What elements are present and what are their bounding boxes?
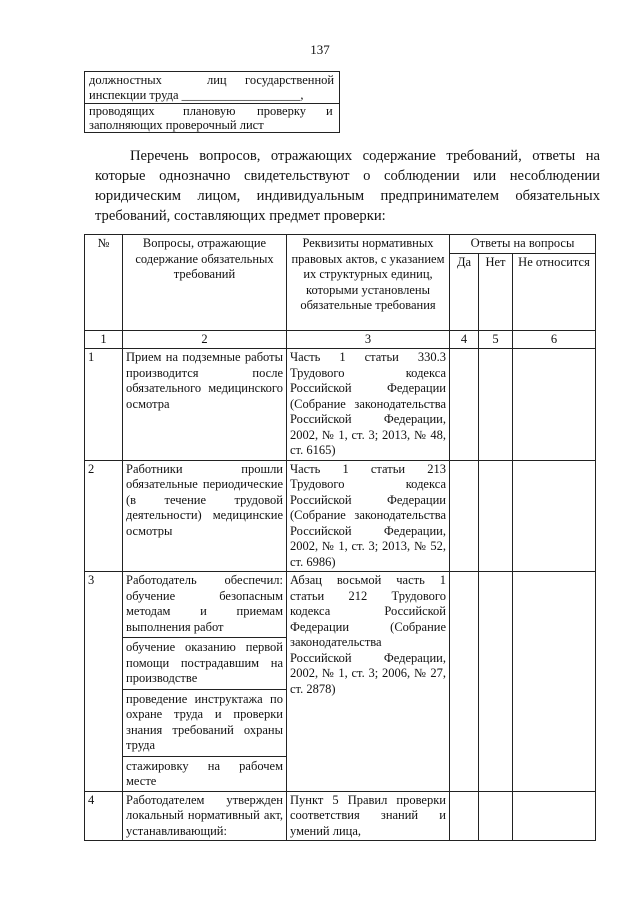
question-text: проведение инструктажа по охране труда и проверки знания требований охраны труда [123, 689, 286, 754]
header-requisites: Реквизиты нормативных правовых актов, с указанием их структурных единиц, которыми установлены обязательные требования [287, 235, 450, 331]
row-number: 4 [85, 791, 123, 841]
requisites-cell: Часть 1 статьи 213 Трудового кодекса Российской Федерации (Собрание законодательства Российской Федерации, 2002, № 1, ст. 3; 2013, № 52, ст. 6986) [287, 460, 450, 572]
col-num: 6 [513, 330, 596, 349]
question-text: Прием на подземные работы производится после обязательного медицинского осмотра [126, 350, 283, 411]
requisites-cell: Часть 1 статьи 330.3 Трудового кодекса Российской Федерации (Собрание законодательства Российской Федерации, 2002, № 1, ст. 3; 2013, № 48, ст. 6165) [287, 349, 450, 461]
question-cell [123, 349, 287, 461]
box-text: плановую [183, 104, 236, 118]
col-num: 1 [85, 330, 123, 349]
question-cell [123, 460, 287, 572]
answer-yes-cell[interactable] [450, 572, 479, 792]
requisites-cell: Абзац восьмой часть 1 статьи 212 Трудового кодекса Российской Федерации (Собрание законодательства Российской Федерации, 2002, № 1, ст. 3; 2006, № 27, ст. 2878) [287, 572, 450, 792]
col-num: 4 [450, 330, 479, 349]
header-num: № [85, 235, 123, 331]
table-row [85, 349, 596, 461]
col-num: 3 [287, 330, 450, 349]
question-text: Работники прошли обязательные периодические (в течение трудовой деятельности) медицинские осмотры [126, 461, 283, 538]
box-text: заполняющих проверочный лист [89, 118, 264, 132]
requisites-cell: Пункт 5 Правил проверки соответствия знаний и умений лица, [287, 791, 450, 841]
answer-na-cell[interactable] [513, 460, 596, 572]
box-text: государственной [245, 73, 335, 87]
table-row [85, 460, 596, 572]
box-text: и [326, 104, 333, 118]
header-answers: Ответы на вопросы [450, 235, 596, 254]
col-num: 2 [123, 330, 287, 349]
header-yes: Да [450, 253, 479, 330]
header-na: Не относится [513, 253, 596, 330]
answer-na-cell[interactable] [513, 572, 596, 792]
answer-yes-cell[interactable] [450, 460, 479, 572]
answer-yes-cell[interactable] [450, 349, 479, 461]
box-text: должностных [89, 73, 162, 87]
box-text: лиц [207, 73, 227, 87]
answer-no-cell[interactable] [479, 572, 513, 792]
question-text: Работодателем утвержден локальный нормативный акт, устанавливающий: [126, 792, 283, 838]
inspector-info-box [84, 71, 340, 133]
header-no: Нет [479, 253, 513, 330]
answer-no-cell[interactable] [479, 791, 513, 841]
box-text: проводящих [89, 104, 155, 118]
answer-na-cell[interactable] [513, 791, 596, 841]
page-number: 137 [310, 42, 330, 57]
answer-na-cell[interactable] [513, 349, 596, 461]
intro-paragraph [95, 146, 600, 226]
answer-no-cell[interactable] [479, 460, 513, 572]
table-row [85, 572, 596, 792]
question-cell [123, 791, 287, 841]
question-text: стажировку на рабочем месте [123, 756, 286, 790]
column-number-row [85, 330, 596, 349]
answer-no-cell[interactable] [479, 349, 513, 461]
question-text: Работодатель обеспечил: обучение безопасным методам и приемам выполнения работ [126, 573, 283, 634]
question-cell [123, 572, 287, 792]
row-number: 2 [85, 460, 123, 572]
box-text: проверку [257, 104, 306, 118]
row-number: 3 [85, 572, 123, 792]
answer-yes-cell[interactable] [450, 791, 479, 841]
header-row [85, 235, 596, 254]
question-text: обучение оказанию первой помощи пострадавшим на производстве [123, 637, 286, 687]
row-number: 1 [85, 349, 123, 461]
intro-text: Перечень вопросов, отражающих содержание требований, ответы на которые однозначно свидетельствуют о соблюдении или несоблюдении юридическим лицом, индивидуальным предпринимателем обязательных требований, составляющих предмет проверки: [95, 148, 600, 224]
box-text: инспекции труда ___________________, [89, 88, 304, 102]
header-questions: Вопросы, отражающие содержание обязательных требований [123, 235, 287, 331]
checklist-table [84, 234, 596, 841]
col-num: 5 [479, 330, 513, 349]
table-row [85, 791, 596, 841]
